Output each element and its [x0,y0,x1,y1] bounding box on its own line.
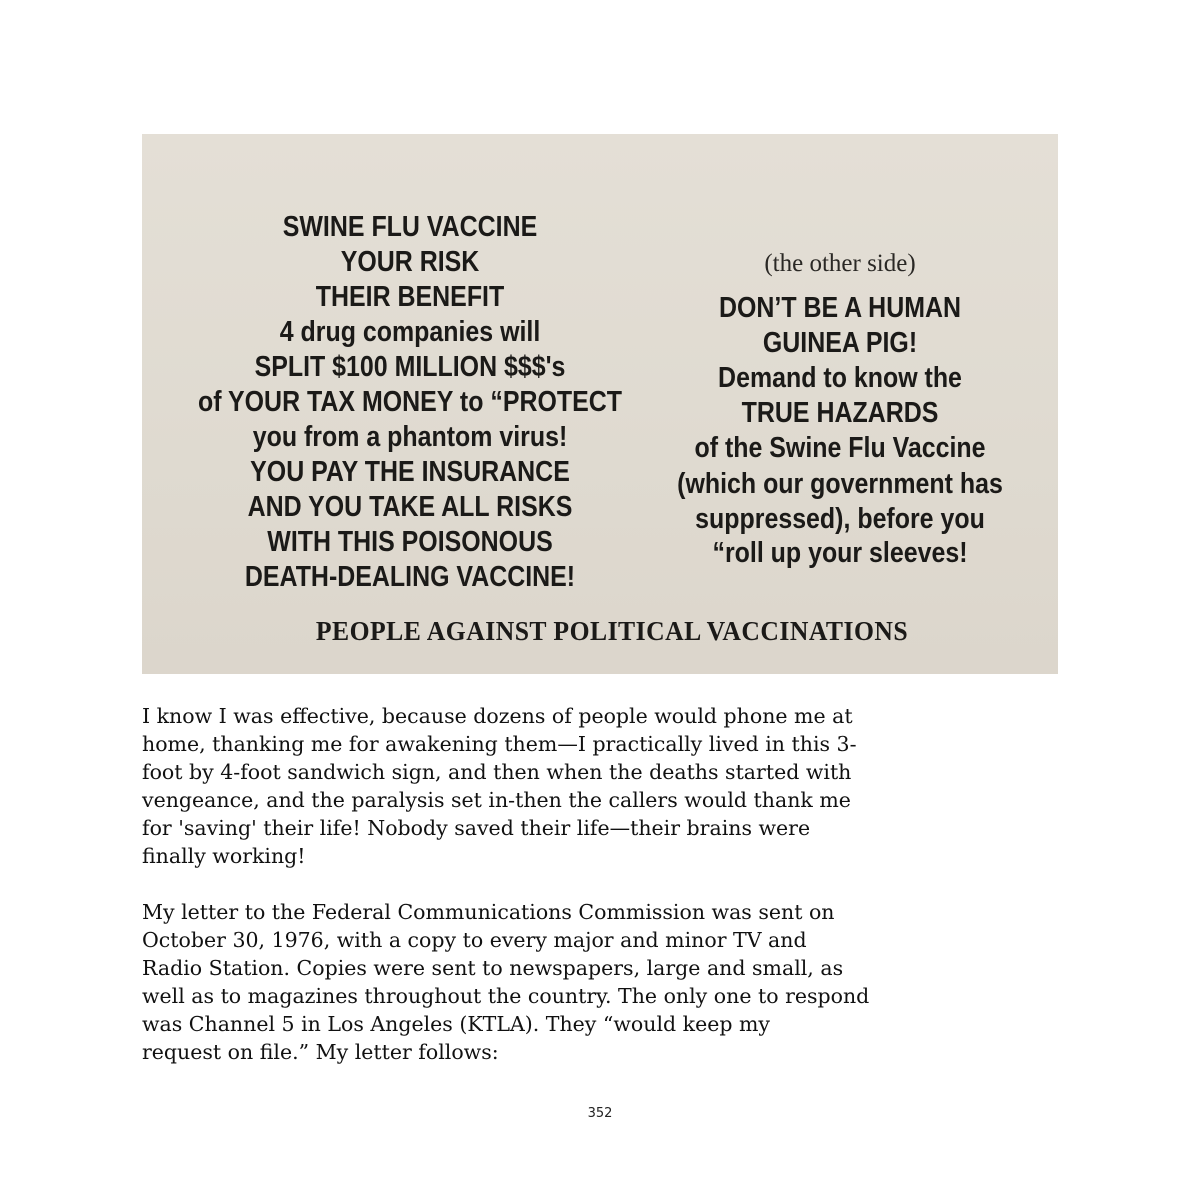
text-line: finally working! [142,844,306,868]
flyer-footer: PEOPLE AGAINST POLITICAL VACCINATIONS [315,616,909,646]
other-side-label: (the other side) [764,250,916,277]
text-line: foot by 4-foot sandwich sign, and then when the deaths started with [142,760,852,784]
flyer-front-line: 4 drug companies will [279,316,541,348]
text-line: My letter to the Federal Communications Commission was sent on [142,900,835,924]
text-line: request on file.” My letter follows: [142,1040,499,1064]
flyer-back-line: (which our government has [677,468,1003,500]
flyer-back-line: DON’T BE A HUMAN [719,292,961,324]
flyer-front-line: SPLIT $100 MILLION $$$'s [254,351,566,383]
text-line: vengeance, and the paralysis set in-then the callers would thank me [142,788,851,812]
flyer-back-line: suppressed), before you [695,503,985,535]
paragraph-1 [142,702,1062,870]
flyer-front-line: YOU PAY THE INSURANCE [250,456,570,488]
text-line: well as to magazines throughout the country. The only one to respond [142,984,870,1008]
flyer-front-line: YOUR RISK [340,246,480,278]
flyer-front-line: of YOUR TAX MONEY to “PROTECT [198,386,622,418]
paragraph-text [142,898,1062,1066]
flyer-front-line: WITH THIS POISONOUS [267,526,553,558]
flyer-front-line: THEIR BENEFIT [315,281,505,313]
page-number: 352 [587,1106,613,1121]
text-line: home, thanking me for awakening them—I practically lived in this 3- [142,732,857,756]
flyer-back-line: of the Swine Flu Vaccine [694,432,986,464]
text-line: for 'saving' their life! Nobody saved their life—their brains were [142,816,811,840]
paragraph-text [142,702,1062,870]
text-line: Radio Station. Copies were sent to newspapers, large and small, as [142,956,844,980]
flyer-front-line: AND YOU TAKE ALL RISKS [247,491,573,523]
paragraph-2 [142,898,1062,1066]
flyer-back-line: GUINEA PIG! [762,327,918,359]
flyer-front-line: SWINE FLU VACCINE [282,211,538,243]
text-line: October 30, 1976, with a copy to every major and minor TV and [142,928,807,952]
flyer-back-line: Demand to know the [718,362,962,394]
flyer-back-line: TRUE HAZARDS [741,397,939,429]
text-line: I know I was effective, because dozens of people would phone me at [142,704,853,728]
flyer-photo [142,134,1058,674]
flyer-front-line: DEATH-DEALING VACCINE! [244,561,576,593]
flyer-back-line: “roll up your sleeves! [712,537,968,569]
text-line: was Channel 5 in Los Angeles (KTLA). They “would keep my [142,1012,770,1036]
flyer-front-line: you from a phantom virus! [252,421,568,453]
